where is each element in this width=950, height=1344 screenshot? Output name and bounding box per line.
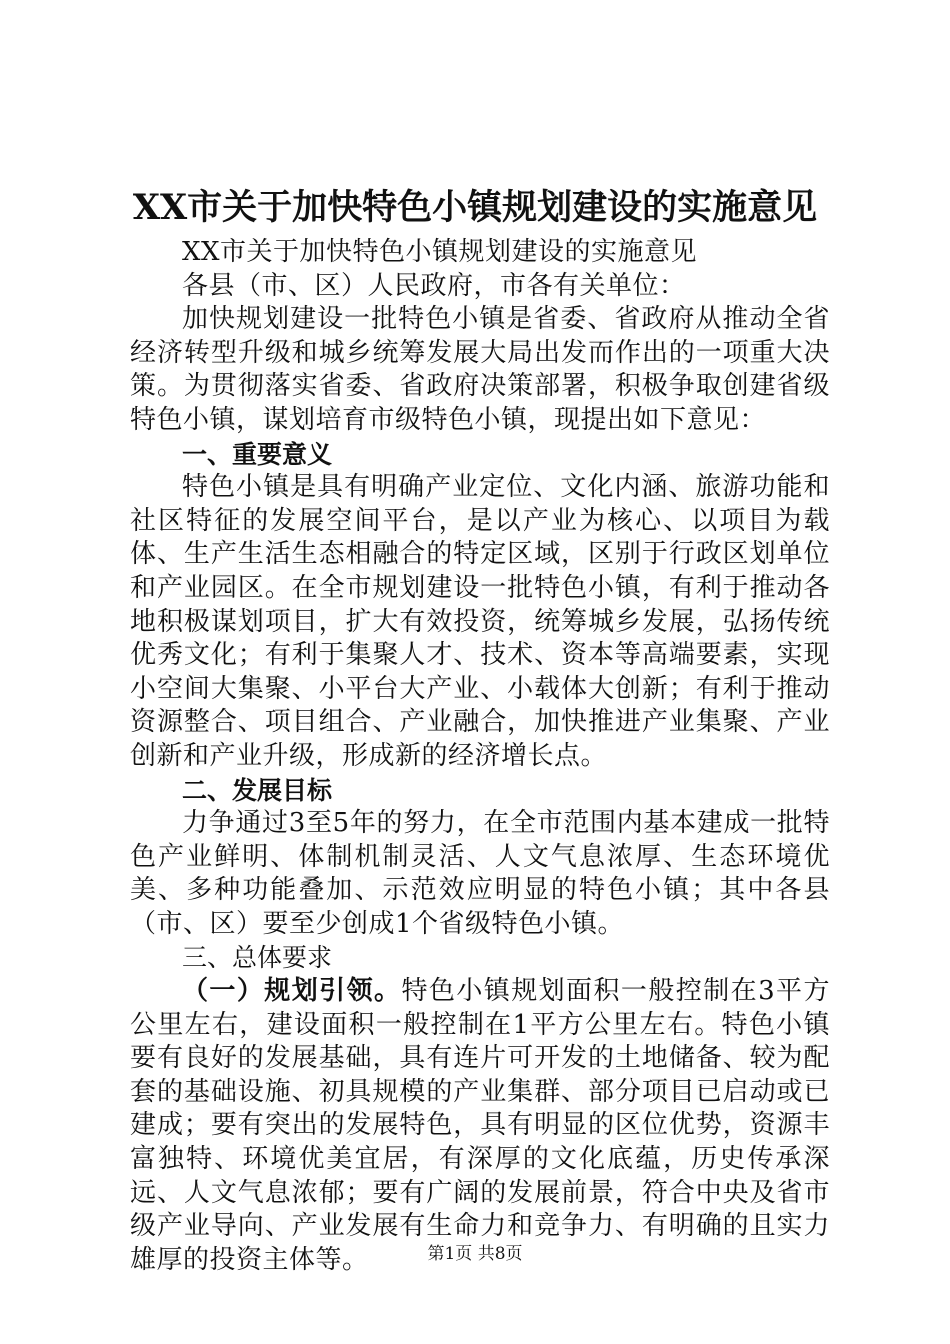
document-body (130, 236, 830, 1277)
paragraph-planning-text: 特色小镇规划面积一般控制在3平方公里左右，建设面积一般控制在1平方公里左右。特色小镇要有良好的发展基础，具有连片可开发的土地储备、较为配套的基础设施、初具规模的产业集群、部分项目已启动或已建成；要有突出的发展特色，具有明显的区位优势，资源丰富独特、环境优美宜居，有深厚的文化底蕴，历史传承深远、人文气息浓郁；要有广阔的发展前景，符合中央及省市级产业导向、产业发展有生命力和竞争力、有明确的且实力雄厚的投资主体等。 (130, 976, 830, 1275)
section-heading-goals: 二、发展目标 (182, 775, 333, 805)
document-title: XX市关于加快特色小镇规划建设的实施意见 (132, 187, 818, 228)
paragraph-addressee: 各县（市、区）人民政府，市各有关单位： (182, 270, 686, 301)
page-footer: 第1页 共8页 (427, 1244, 523, 1264)
paragraph-subtitle: XX市关于加快特色小镇规划建设的实施意见 (182, 237, 698, 267)
section-heading-importance: 一、重要意义 (182, 439, 333, 469)
paragraph-intro: 加快规划建设一批特色小镇是省委、省政府从推动全省经济转型升级和城乡统筹发展大局出发而作出的一项重大决策。为贯彻落实省委、省政府决策部署，积极争取创建省级特色小镇，谋划培育市级特色小镇，现提出如下意见： (130, 304, 830, 435)
paragraph-importance: 特色小镇是具有明确产业定位、文化内涵、旅游功能和社区特征的发展空间平台，是以产业为核心、以项目为载体、生产生活生态相融合的特定区域，区别于行政区划单位和产业园区。在全市规划建设一批特色小镇，有利于推动各地积极谋划项目，扩大有效投资，统筹城乡发展，弘扬传统优秀文化；有利于集聚人才、技术、资本等高端要素，实现小空间大集聚、小平台大产业、小载体大创新；有利于推动资源整合、项目组合、产业融合，加快推进产业集聚、产业创新和产业升级，形成新的经济增长点。 (130, 472, 830, 771)
paragraph-planning (130, 975, 830, 1277)
paragraph-goals: 力争通过3至5年的努力，在全市范围内基本建成一批特色产业鲜明、体制机制灵活、人文气息浓厚、生态环境优美、多种功能叠加、示范效应明显的特色小镇；其中各县（市、区）要至少创成1个省级特色小镇。 (130, 808, 830, 939)
paragraph-planning-lead: （一）规划引领。 (182, 976, 402, 1007)
section-heading-requirements: 三、总体要求 (182, 943, 333, 973)
